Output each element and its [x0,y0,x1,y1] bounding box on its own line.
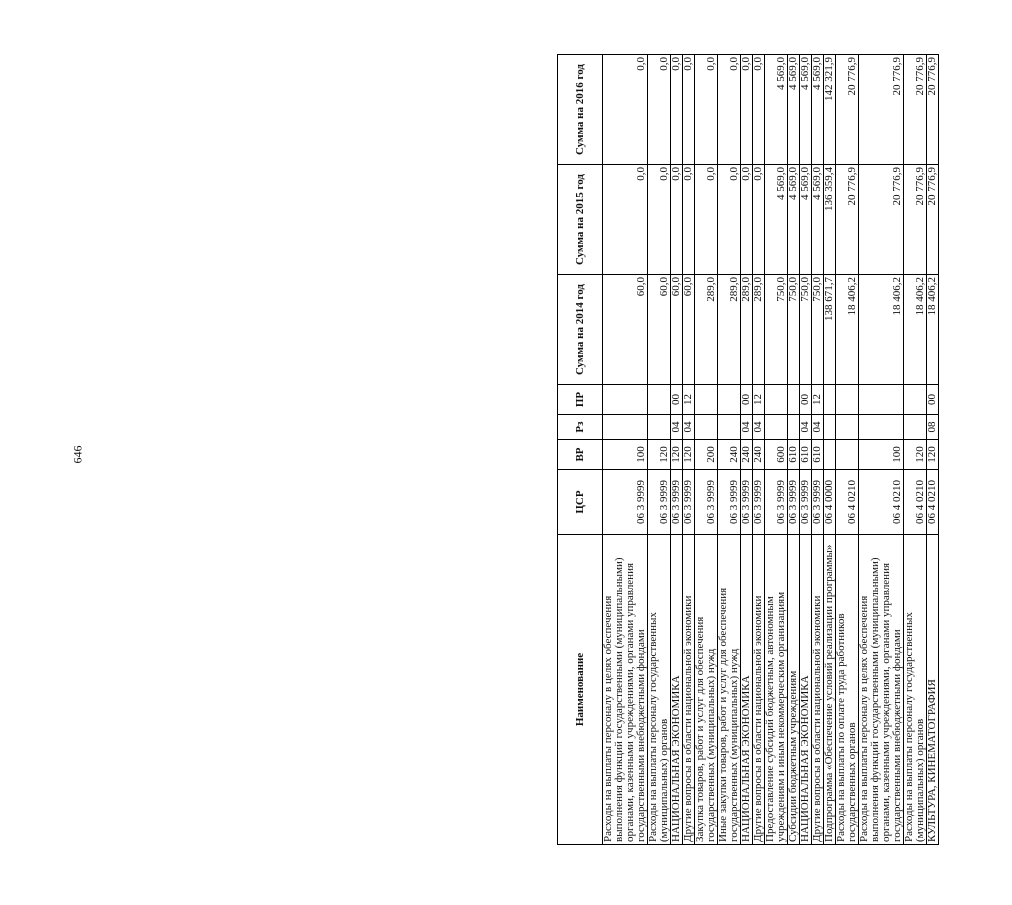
table-row [648,55,671,845]
cell-vr: 120 [648,440,671,470]
cell-name: Расходы на выплаты персоналу государственных (муниципальных) органов [904,535,927,845]
cell-vr: 120 [904,440,927,470]
cell-vr: 200 [695,440,718,470]
cell-vr: 100 [603,440,648,470]
table-row [800,55,812,845]
table-row [718,55,741,845]
cell-name: КУЛЬТУРА, КИНЕМАТОГРАФИЯ [927,535,939,845]
cell-sum-2014: 18 406,2 [859,275,904,385]
cell-rz [859,415,904,440]
header-sum-2014: Сумма на 2014 год [558,275,603,385]
cell-rz [904,415,927,440]
cell-sum-2014: 18 406,2 [904,275,927,385]
cell-name: НАЦИОНАЛЬНАЯ ЭКОНОМИКА [741,535,753,845]
cell-sum-2015: 0,0 [683,165,695,275]
cell-rz: 08 [927,415,939,440]
cell-name: Расходы на выплаты персоналу в целях обеспечения выполнения функций государственными (муниципальными) органами, казенными учреждениями, органами управления государственными внебюджетными фондами [859,535,904,845]
cell-sum-2016: 4 569,0 [765,55,788,165]
cell-vr: 120 [683,440,695,470]
cell-name: Иные закупки товаров, работ и услуг для обеспечения государственных (муниципальных) нужд [718,535,741,845]
cell-csr: 06 3 9999 [683,470,695,535]
cell-rz: 04 [800,415,812,440]
cell-rz: 04 [741,415,753,440]
cell-csr: 06 4 0210 [859,470,904,535]
header-csr: ЦСР [558,470,603,535]
cell-pr: 00 [671,385,683,415]
cell-rz [788,415,800,440]
cell-csr: 06 3 9999 [695,470,718,535]
cell-sum-2014: 60,0 [683,275,695,385]
cell-vr: 610 [812,440,824,470]
table-row [683,55,695,845]
cell-sum-2015: 0,0 [648,165,671,275]
header-pr: ПР [558,385,603,415]
table-row [859,55,904,845]
cell-vr: 600 [765,440,788,470]
table-row [788,55,800,845]
cell-name: Расходы на выплаты персоналу в целях обеспечения выполнения функций государственными (муниципальными) органами, казенными учреждениями, органами управления государственными внебюджетными фондами [603,535,648,845]
cell-name: НАЦИОНАЛЬНАЯ ЭКОНОМИКА [800,535,812,845]
cell-sum-2016: 0,0 [718,55,741,165]
cell-csr: 06 4 0000 [824,470,836,535]
cell-pr: 12 [683,385,695,415]
cell-csr: 06 3 9999 [812,470,824,535]
cell-sum-2016: 0,0 [741,55,753,165]
table-row [927,55,939,845]
table-row [753,55,765,845]
cell-sum-2015: 20 776,9 [904,165,927,275]
cell-vr: 610 [788,440,800,470]
cell-sum-2015: 136 359,4 [824,165,836,275]
cell-pr: 00 [800,385,812,415]
cell-csr: 06 3 9999 [800,470,812,535]
cell-sum-2015: 0,0 [671,165,683,275]
header-sum-2016: Сумма на 2016 год [558,55,603,165]
cell-sum-2014: 60,0 [603,275,648,385]
cell-csr: 06 4 0210 [836,470,859,535]
cell-sum-2015: 20 776,9 [836,165,859,275]
cell-vr: 120 [671,440,683,470]
cell-csr: 06 4 0210 [927,470,939,535]
cell-rz [824,415,836,440]
cell-pr: 00 [741,385,753,415]
cell-vr [824,440,836,470]
cell-sum-2016: 20 776,9 [904,55,927,165]
cell-sum-2016: 4 569,0 [800,55,812,165]
cell-sum-2015: 20 776,9 [859,165,904,275]
cell-vr: 610 [800,440,812,470]
cell-sum-2015: 0,0 [603,165,648,275]
cell-sum-2016: 20 776,9 [927,55,939,165]
cell-vr: 240 [741,440,753,470]
cell-sum-2016: 0,0 [753,55,765,165]
cell-name: Расходы на выплаты персоналу государственных (муниципальных) органов [648,535,671,845]
cell-csr: 06 3 9999 [671,470,683,535]
cell-sum-2016: 4 569,0 [812,55,824,165]
cell-sum-2016: 20 776,9 [836,55,859,165]
cell-sum-2014: 750,0 [765,275,788,385]
cell-sum-2014: 750,0 [788,275,800,385]
table-row [836,55,859,845]
cell-sum-2015: 4 569,0 [765,165,788,275]
cell-vr: 240 [718,440,741,470]
table-header-row [558,55,603,845]
cell-sum-2015: 4 569,0 [800,165,812,275]
cell-name: Расходы на выплаты по оплате труда работников государственных органов [836,535,859,845]
cell-sum-2016: 0,0 [671,55,683,165]
cell-sum-2014: 138 671,7 [824,275,836,385]
cell-sum-2015: 0,0 [741,165,753,275]
cell-sum-2014: 289,0 [753,275,765,385]
cell-sum-2014: 18 406,2 [927,275,939,385]
cell-sum-2014: 289,0 [695,275,718,385]
cell-sum-2015: 0,0 [695,165,718,275]
cell-pr [648,385,671,415]
header-vr: ВР [558,440,603,470]
cell-pr [788,385,800,415]
cell-pr: 00 [927,385,939,415]
cell-name: Субсидии бюджетным учреждениям [788,535,800,845]
cell-sum-2014: 60,0 [648,275,671,385]
table-row [904,55,927,845]
cell-pr: 12 [753,385,765,415]
cell-pr [718,385,741,415]
cell-rz: 04 [812,415,824,440]
table-row [824,55,836,845]
cell-vr: 240 [753,440,765,470]
cell-csr: 06 3 9999 [603,470,648,535]
cell-pr [904,385,927,415]
cell-name: Предоставление субсидий бюджетным, автономным учреждениям и иным некоммерческим организациям [765,535,788,845]
cell-sum-2016: 4 569,0 [788,55,800,165]
cell-sum-2016: 0,0 [603,55,648,165]
table-row [603,55,648,845]
cell-sum-2015: 4 569,0 [812,165,824,275]
cell-name: НАЦИОНАЛЬНАЯ ЭКОНОМИКА [671,535,683,845]
cell-rz [603,415,648,440]
cell-name: Другие вопросы в области национальной экономики [753,535,765,845]
cell-csr: 06 3 9999 [741,470,753,535]
cell-sum-2016: 20 776,9 [859,55,904,165]
cell-sum-2016: 0,0 [648,55,671,165]
cell-sum-2014: 289,0 [718,275,741,385]
cell-rz: 04 [671,415,683,440]
cell-name: Подпрограмма «Обеспечение условий реализации программы» [824,535,836,845]
cell-name: Другие вопросы в области национальной экономики [812,535,824,845]
cell-sum-2015: 0,0 [753,165,765,275]
cell-csr: 06 3 9999 [753,470,765,535]
cell-pr: 12 [812,385,824,415]
cell-vr: 100 [859,440,904,470]
cell-pr [859,385,904,415]
page-number: 646 [70,445,85,464]
table-row [741,55,753,845]
cell-pr [765,385,788,415]
cell-pr [603,385,648,415]
rotated-sheet [557,55,1012,845]
cell-sum-2015: 20 776,9 [927,165,939,275]
cell-rz: 04 [683,415,695,440]
table-row [671,55,683,845]
header-name: Наименование [558,535,603,845]
cell-vr [836,440,859,470]
cell-rz: 04 [753,415,765,440]
cell-sum-2015: 0,0 [718,165,741,275]
cell-pr [695,385,718,415]
header-sum-2015: Сумма на 2015 год [558,165,603,275]
cell-csr: 06 3 9999 [718,470,741,535]
header-rz: Рз [558,415,603,440]
cell-sum-2014: 750,0 [800,275,812,385]
table-row [812,55,824,845]
cell-rz [718,415,741,440]
cell-rz [836,415,859,440]
cell-sum-2014: 750,0 [812,275,824,385]
cell-rz [695,415,718,440]
cell-csr: 06 4 0210 [904,470,927,535]
table-row [695,55,718,845]
cell-sum-2016: 0,0 [683,55,695,165]
cell-sum-2014: 289,0 [741,275,753,385]
cell-pr [836,385,859,415]
table-row [765,55,788,845]
cell-csr: 06 3 9999 [648,470,671,535]
budget-table [557,54,939,845]
cell-csr: 06 3 9999 [765,470,788,535]
cell-rz [765,415,788,440]
cell-sum-2014: 18 406,2 [836,275,859,385]
cell-pr [824,385,836,415]
cell-name: Другие вопросы в области национальной экономики [683,535,695,845]
cell-vr: 120 [927,440,939,470]
cell-rz [648,415,671,440]
cell-sum-2016: 0,0 [695,55,718,165]
cell-sum-2014: 60,0 [671,275,683,385]
table-body [603,55,939,845]
cell-name: Закупка товаров, работ и услуг для обеспечения государственных (муниципальных) нужд [695,535,718,845]
cell-csr: 06 3 9999 [788,470,800,535]
cell-sum-2016: 142 321,9 [824,55,836,165]
cell-sum-2015: 4 569,0 [788,165,800,275]
